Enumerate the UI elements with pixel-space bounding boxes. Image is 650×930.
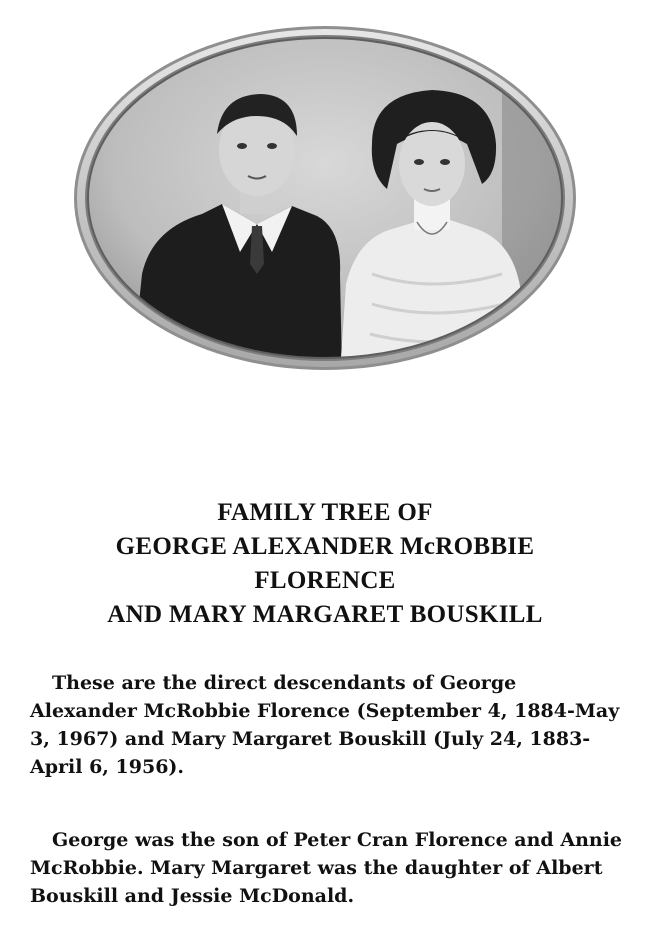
title-line-4: AND MARY MARGARET BOUSKILL: [107, 601, 543, 628]
parents-paragraph: [30, 826, 625, 910]
intro-text: These are the direct descendants of George Alexander McRobbie Florence (September 4, 1884-May 3, 1967) and Mary Margaret Bouskill (July 24, 1883-April 6, 1956).: [30, 672, 620, 778]
title-line-1: FAMILY TREE OF: [217, 499, 433, 526]
title-line-2: GEORGE ALEXANDER McROBBIE: [115, 533, 535, 560]
portrait-image: [72, 24, 578, 372]
document-title: [0, 496, 650, 632]
parents-text: George was the son of Peter Cran Florence and Annie McRobbie. Mary Margaret was the daughter of Albert Bouskill and Jessie McDonald.: [30, 829, 623, 907]
title-line-3: FLORENCE: [254, 567, 396, 594]
oval-portrait-photo: [72, 24, 578, 372]
intro-paragraph: [30, 669, 625, 781]
